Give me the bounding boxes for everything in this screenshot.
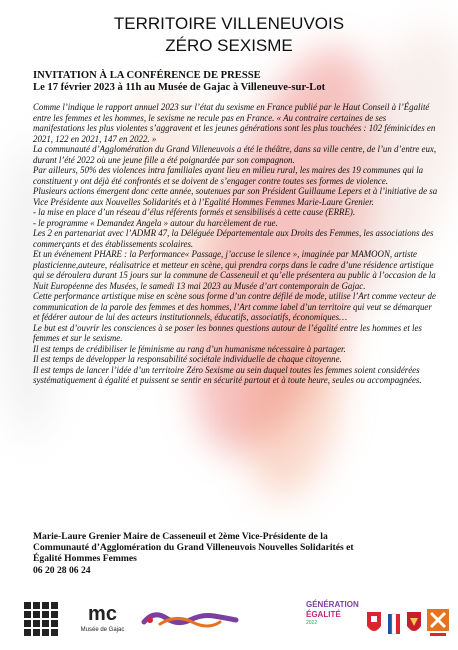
press-release-body: [33, 102, 438, 386]
page-title-line1: TERRITOIRE VILLENEUVOIS: [113, 14, 345, 33]
page-title-line2: ZÉRO SEXISME: [165, 36, 293, 55]
tricolor-logo-icon: [386, 610, 402, 638]
body-paragraph: Plusieurs actions émergent donc cette année, soutenues par son Président Guillaume Lepers et à l’initiative de sa Vice Présidente aux Nouvelles Solidarités et à l’Egalité Hommes Femmes Marie-Laure Grenier.: [33, 186, 438, 207]
musee-gajac-caption: Musée de Gajac: [80, 627, 125, 633]
generation-egalite-logo: [306, 600, 358, 638]
body-paragraph: Il est temps de crédibiliser le féminisme au rang d’un humanisme nécessaire à partager.: [33, 343, 346, 354]
body-paragraph: Il est temps de lancer l’idée d’un territoire Zéro Sexisme au sein duquel toutes les femmes soient considérées systématiquement à égalité et puissent se sentir en sécurité partout et à toute heure, seules ou accompagnées.: [33, 364, 422, 385]
body-paragraph: - le programme « Demandez Angela » autour du harcèlement de rue.: [33, 217, 278, 228]
villeneuvois-logo-icon: [426, 608, 450, 638]
red-shield-logo-icon: [366, 610, 382, 636]
generation-logo-text: GÉNÉRATION: [306, 600, 359, 609]
musee-gajac-logo: [75, 602, 130, 640]
body-paragraph: Comme l’indique le rapport annuel 2023 sur l’état du sexisme en France publié par le Haut Conseil à l’Égalité entre les femmes et les hommes, le sexisme ne recule pas en France. « Au contraire certaines de ses manifestations les plus violentes s’aggravent et les jeunes générations sont les plus touchées : 102 féminicides en 2021, 122 en 2021, 147 en 2022. »: [33, 102, 436, 144]
generation-logo-year: 2022: [306, 620, 318, 626]
body-paragraph: Le but est d’ouvrir les consciences à se poser les bonnes questions autour de l’égalité entre les hommes et les femmes et sur le sexisme.: [33, 322, 422, 343]
signature-line: Marie-Laure Grenier Maire de Casseneuil et 2ème Vice-Présidente de la: [33, 531, 328, 542]
body-paragraph: - la mise en place d’un réseau d’élus référents formés et sensibilisés à cette cause (ERRE).: [33, 207, 356, 217]
body-paragraph: La communauté d’Agglomération du Grand Villeneuvois a été le théâtre, dans sa ville centre, de l’un d’entre eux, durant l’été 2022 où une jeune fille a été poignardée par son compagnon.: [33, 144, 437, 165]
musee-gajac-mark-icon: mc: [88, 603, 117, 625]
body-paragraph: Cette performance artistique mise en scène sous forme d’un contre défilé de mode, utilise l’Art comme vecteur de communication de la parole des femmes et des hommes, l’Art comme label d’un territoire qui veut se démarquer et fédérer autour de lui des acteurs institutionnels, éducatifs, associatifs, économiques…: [33, 291, 436, 322]
body-paragraph: Les 2 en partenariat avec l’ADMR 47, la Déléguée Départementale aux Droits des Femmes, les associations des commerçants et des établissements scolaires.: [33, 228, 434, 249]
signature-line: Communauté d’Agglomération du Grand Villeneuvois Nouvelles Solidarités et: [33, 542, 354, 554]
egalite-logo-text: ÉGALITÉ: [306, 610, 341, 619]
partner-brush-logo-icon: [140, 608, 240, 630]
red-crest-logo-icon: [406, 610, 422, 636]
signature-phone: 06 20 28 06 24: [33, 564, 91, 576]
partner-logos: [20, 598, 450, 642]
signature-line: Égalité Hommes Femmes: [33, 553, 137, 565]
body-paragraph: Et un événement PHARE : la Performance« Passage, j’accuse le silence », imaginée par MAMOON, artiste plasticienne,auteure, réalisatrice et metteur en scène, qui prendra corps dans le cadre d’une résidence artistique qui se déroulera durant 15 jours sur la commune de Casseneuil et qu’elle présentera au public à l’occasion de la Nuit Européenne des Musées, le samedi 13 mai 2023 au Musée d’art contemporain de Gajac.: [33, 249, 436, 291]
invitation-heading: INVITATION À LA CONFÉRENCE DE PRESSE: [33, 70, 261, 81]
invitation-date-location: Le 17 février 2023 à 11h au Musée de Gajac à Villeneuve-sur-Lot: [33, 82, 326, 93]
mamoon-logo-icon: [20, 598, 62, 640]
body-paragraph: Par ailleurs, 50% des violences intra familiales ayant lieu en milieu rural, les maires des 19 communes qui la constituent y ont déjà été confrontés et se doivent de s’engager contre toutes ses formes de violence.: [33, 165, 424, 186]
body-paragraph: Il est temps de développer la responsabilité sociétale individuelle de chaque citoyenne.: [33, 354, 342, 364]
signature-block: [33, 531, 443, 576]
